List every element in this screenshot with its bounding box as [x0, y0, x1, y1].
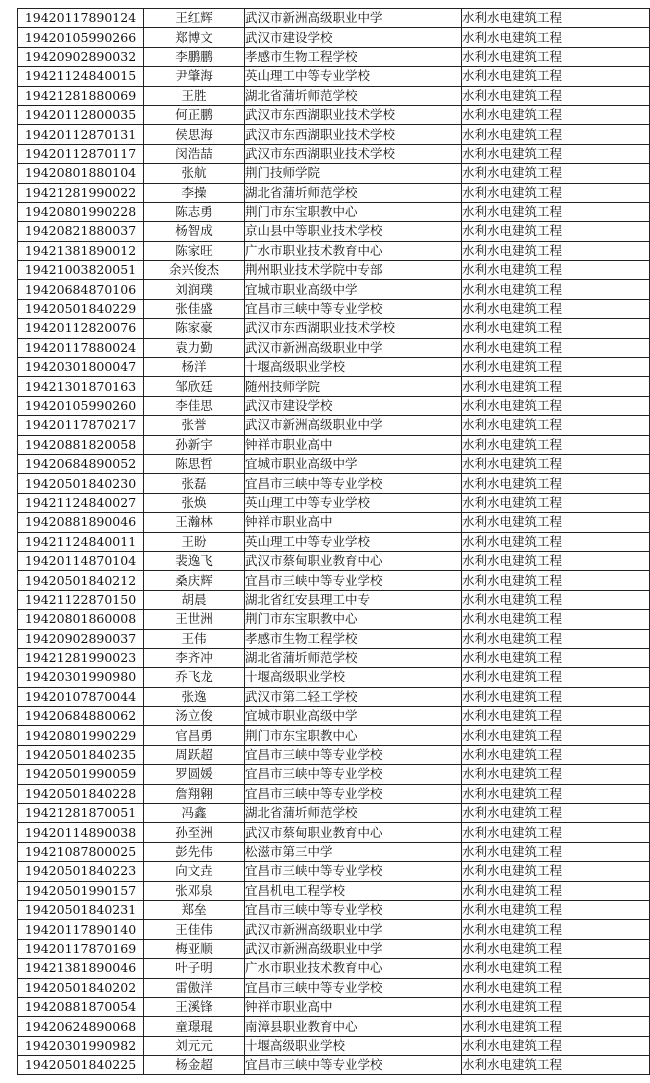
table-row [18, 939, 650, 958]
student-name-cell: 周跃超 [144, 745, 245, 764]
student-name-cell: 陈思哲 [144, 454, 245, 473]
exam-number-cell: 19420624890068 [18, 1017, 144, 1036]
major-cell: 水利水电建筑工程 [462, 1017, 650, 1036]
table-row [18, 648, 650, 667]
school-name-cell: 宜昌市三峡中等专业学校 [245, 978, 462, 997]
student-name-cell: 陈志勇 [144, 202, 245, 221]
table-row [18, 396, 650, 415]
student-name-cell: 张磊 [144, 474, 245, 493]
student-name-cell: 袁力勤 [144, 338, 245, 357]
school-name-cell: 广水市职业技术教育中心 [245, 959, 462, 978]
table-row [18, 474, 650, 493]
student-name-cell: 桑庆辉 [144, 571, 245, 590]
major-cell: 水利水电建筑工程 [462, 726, 650, 745]
major-cell: 水利水电建筑工程 [462, 765, 650, 784]
major-cell: 水利水电建筑工程 [462, 396, 650, 415]
table-row [18, 997, 650, 1016]
table-row [18, 668, 650, 687]
school-name-cell: 荆门市东宝职教中心 [245, 202, 462, 221]
school-name-cell: 武汉市新洲高级职业中学 [245, 9, 462, 28]
exam-number-cell: 19420501840212 [18, 571, 144, 590]
student-name-cell: 李鹏鹏 [144, 47, 245, 66]
student-name-cell: 侯思海 [144, 125, 245, 144]
major-cell: 水利水电建筑工程 [462, 474, 650, 493]
major-cell: 水利水电建筑工程 [462, 881, 650, 900]
table-row [18, 804, 650, 823]
table-row [18, 745, 650, 764]
student-name-cell: 刘润璞 [144, 280, 245, 299]
student-name-cell: 杨金超 [144, 1056, 245, 1075]
student-name-cell: 张誉 [144, 416, 245, 435]
student-name-cell: 汤立俊 [144, 707, 245, 726]
school-name-cell: 英山理工中等专业学校 [245, 493, 462, 512]
school-name-cell: 武汉市建设学校 [245, 396, 462, 415]
student-name-cell: 孙新宇 [144, 435, 245, 454]
exam-number-cell: 19421087800025 [18, 842, 144, 861]
table-row [18, 862, 650, 881]
table-row [18, 959, 650, 978]
student-name-cell: 李操 [144, 183, 245, 202]
student-name-cell: 邹欣廷 [144, 377, 245, 396]
school-name-cell: 武汉市东西湖职业技术学校 [245, 319, 462, 338]
school-name-cell: 宜昌机电工程学校 [245, 881, 462, 900]
scanned-roster-sheet [17, 8, 645, 1075]
school-name-cell: 武汉市建设学校 [245, 28, 462, 47]
table-row [18, 1056, 650, 1075]
major-cell: 水利水电建筑工程 [462, 144, 650, 163]
table-row [18, 67, 650, 86]
student-name-cell: 张佳盛 [144, 299, 245, 318]
table-row [18, 164, 650, 183]
school-name-cell: 武汉市新洲高级职业中学 [245, 416, 462, 435]
table-row [18, 299, 650, 318]
table-row [18, 629, 650, 648]
student-name-cell: 王盼 [144, 532, 245, 551]
table-row [18, 435, 650, 454]
exam-number-cell: 19421281870051 [18, 804, 144, 823]
student-name-cell: 王伟 [144, 629, 245, 648]
student-name-cell: 彭先伟 [144, 842, 245, 861]
student-name-cell: 王佳伟 [144, 920, 245, 939]
exam-number-cell: 19420801990228 [18, 202, 144, 221]
exam-number-cell: 19420881890046 [18, 513, 144, 532]
student-name-cell: 冯鑫 [144, 804, 245, 823]
major-cell: 水利水电建筑工程 [462, 280, 650, 299]
student-name-cell: 余兴俊杰 [144, 261, 245, 280]
exam-number-cell: 19420501840202 [18, 978, 144, 997]
major-cell: 水利水电建筑工程 [462, 939, 650, 958]
exam-number-cell: 19420501990059 [18, 765, 144, 784]
table-row [18, 610, 650, 629]
student-name-cell: 詹翔翱 [144, 784, 245, 803]
major-cell: 水利水电建筑工程 [462, 47, 650, 66]
major-cell: 水利水电建筑工程 [462, 261, 650, 280]
roster-body [18, 9, 650, 1075]
exam-number-cell: 19420501840229 [18, 299, 144, 318]
school-name-cell: 钟祥市职业高中 [245, 435, 462, 454]
exam-number-cell: 19420501840225 [18, 1056, 144, 1075]
exam-number-cell: 19420112870117 [18, 144, 144, 163]
school-name-cell: 武汉市东西湖职业技术学校 [245, 125, 462, 144]
major-cell: 水利水电建筑工程 [462, 629, 650, 648]
exam-number-cell: 19420112820076 [18, 319, 144, 338]
table-row [18, 86, 650, 105]
major-cell: 水利水电建筑工程 [462, 1056, 650, 1075]
major-cell: 水利水电建筑工程 [462, 920, 650, 939]
major-cell: 水利水电建筑工程 [462, 125, 650, 144]
exam-number-cell: 19420801860008 [18, 610, 144, 629]
school-name-cell: 宜城市职业高级中学 [245, 707, 462, 726]
student-name-cell: 梅亚顺 [144, 939, 245, 958]
student-name-cell: 乔飞龙 [144, 668, 245, 687]
school-name-cell: 宜昌市三峡中等专业学校 [245, 862, 462, 881]
student-name-cell: 杨智成 [144, 222, 245, 241]
school-name-cell: 宜昌市三峡中等专业学校 [245, 745, 462, 764]
exam-number-cell: 19421124840011 [18, 532, 144, 551]
exam-number-cell: 19420107870044 [18, 687, 144, 706]
school-name-cell: 荆门市东宝职教中心 [245, 610, 462, 629]
table-row [18, 47, 650, 66]
table-row [18, 765, 650, 784]
exam-number-cell: 19421301870163 [18, 377, 144, 396]
major-cell: 水利水电建筑工程 [462, 707, 650, 726]
major-cell: 水利水电建筑工程 [462, 183, 650, 202]
table-row [18, 726, 650, 745]
exam-number-cell: 19421124840027 [18, 493, 144, 512]
school-name-cell: 宜昌市三峡中等专业学校 [245, 474, 462, 493]
exam-number-cell: 19420112870131 [18, 125, 144, 144]
school-name-cell: 十堰高级职业学校 [245, 358, 462, 377]
student-name-cell: 张逸 [144, 687, 245, 706]
school-name-cell: 钟祥市职业高中 [245, 997, 462, 1016]
school-name-cell: 宜昌市三峡中等专业学校 [245, 765, 462, 784]
major-cell: 水利水电建筑工程 [462, 319, 650, 338]
school-name-cell: 武汉市新洲高级职业中学 [245, 939, 462, 958]
exam-number-cell: 19420902890037 [18, 629, 144, 648]
major-cell: 水利水电建筑工程 [462, 590, 650, 609]
student-name-cell: 闵浩喆 [144, 144, 245, 163]
major-cell: 水利水电建筑工程 [462, 610, 650, 629]
student-roster-table [17, 8, 650, 1075]
major-cell: 水利水电建筑工程 [462, 358, 650, 377]
exam-number-cell: 19420105990266 [18, 28, 144, 47]
major-cell: 水利水电建筑工程 [462, 202, 650, 221]
school-name-cell: 武汉市东西湖职业技术学校 [245, 144, 462, 163]
table-row [18, 1036, 650, 1055]
exam-number-cell: 19420114890038 [18, 823, 144, 842]
school-name-cell: 南漳县职业教育中心 [245, 1017, 462, 1036]
student-name-cell: 张航 [144, 164, 245, 183]
school-name-cell: 宜昌市三峡中等专业学校 [245, 1056, 462, 1075]
major-cell: 水利水电建筑工程 [462, 551, 650, 570]
school-name-cell: 宜昌市三峡中等专业学校 [245, 571, 462, 590]
table-row [18, 571, 650, 590]
exam-number-cell: 19420301990980 [18, 668, 144, 687]
exam-number-cell: 19420501840228 [18, 784, 144, 803]
table-row [18, 261, 650, 280]
school-name-cell: 湖北省蒲圻师范学校 [245, 86, 462, 105]
table-row [18, 707, 650, 726]
student-name-cell: 叶子明 [144, 959, 245, 978]
exam-number-cell: 19420301800047 [18, 358, 144, 377]
exam-number-cell: 19421003820051 [18, 261, 144, 280]
student-name-cell: 尹肇海 [144, 67, 245, 86]
school-name-cell: 宜城市职业高级中学 [245, 454, 462, 473]
exam-number-cell: 19420501840230 [18, 474, 144, 493]
exam-number-cell: 19420117890124 [18, 9, 144, 28]
major-cell: 水利水电建筑工程 [462, 862, 650, 881]
exam-number-cell: 19420501840223 [18, 862, 144, 881]
exam-number-cell: 19421281990023 [18, 648, 144, 667]
major-cell: 水利水电建筑工程 [462, 164, 650, 183]
exam-number-cell: 19421381890012 [18, 241, 144, 260]
major-cell: 水利水电建筑工程 [462, 900, 650, 919]
school-name-cell: 京山县中等职业技术学校 [245, 222, 462, 241]
exam-number-cell: 19420684870106 [18, 280, 144, 299]
table-row [18, 144, 650, 163]
table-row [18, 338, 650, 357]
major-cell: 水利水电建筑工程 [462, 299, 650, 318]
school-name-cell: 松滋市第三中学 [245, 842, 462, 861]
major-cell: 水利水电建筑工程 [462, 532, 650, 551]
school-name-cell: 十堰高级职业学校 [245, 668, 462, 687]
exam-number-cell: 19420112800035 [18, 105, 144, 124]
exam-number-cell: 19420801880104 [18, 164, 144, 183]
student-name-cell: 王溪锋 [144, 997, 245, 1016]
table-row [18, 9, 650, 28]
student-name-cell: 罗圆媛 [144, 765, 245, 784]
table-row [18, 881, 650, 900]
exam-number-cell: 19420114870104 [18, 551, 144, 570]
table-row [18, 416, 650, 435]
table-row [18, 358, 650, 377]
student-name-cell: 杨洋 [144, 358, 245, 377]
student-name-cell: 郑博文 [144, 28, 245, 47]
school-name-cell: 湖北省蒲圻师范学校 [245, 804, 462, 823]
student-name-cell: 胡晨 [144, 590, 245, 609]
table-row [18, 28, 650, 47]
student-name-cell: 王世洲 [144, 610, 245, 629]
table-row [18, 222, 650, 241]
school-name-cell: 湖北省蒲圻师范学校 [245, 648, 462, 667]
major-cell: 水利水电建筑工程 [462, 105, 650, 124]
table-row [18, 842, 650, 861]
exam-number-cell: 19420881870054 [18, 997, 144, 1016]
school-name-cell: 武汉市新洲高级职业中学 [245, 920, 462, 939]
student-name-cell: 郑垒 [144, 900, 245, 919]
major-cell: 水利水电建筑工程 [462, 997, 650, 1016]
major-cell: 水利水电建筑工程 [462, 571, 650, 590]
exam-number-cell: 19420301990982 [18, 1036, 144, 1055]
student-name-cell: 张焕 [144, 493, 245, 512]
student-name-cell: 李佳思 [144, 396, 245, 415]
major-cell: 水利水电建筑工程 [462, 978, 650, 997]
exam-number-cell: 19420684880062 [18, 707, 144, 726]
school-name-cell: 湖北省红安县理工中专 [245, 590, 462, 609]
exam-number-cell: 19420501990157 [18, 881, 144, 900]
major-cell: 水利水电建筑工程 [462, 648, 650, 667]
major-cell: 水利水电建筑工程 [462, 377, 650, 396]
table-row [18, 513, 650, 532]
table-row [18, 920, 650, 939]
major-cell: 水利水电建筑工程 [462, 338, 650, 357]
major-cell: 水利水电建筑工程 [462, 959, 650, 978]
major-cell: 水利水电建筑工程 [462, 86, 650, 105]
exam-number-cell: 19420117880024 [18, 338, 144, 357]
exam-number-cell: 19421124840015 [18, 67, 144, 86]
school-name-cell: 钟祥市职业高中 [245, 513, 462, 532]
major-cell: 水利水电建筑工程 [462, 28, 650, 47]
student-name-cell: 王瀚林 [144, 513, 245, 532]
table-row [18, 823, 650, 842]
table-row [18, 183, 650, 202]
student-name-cell: 刘元元 [144, 1036, 245, 1055]
major-cell: 水利水电建筑工程 [462, 241, 650, 260]
table-row [18, 784, 650, 803]
exam-number-cell: 19420117870217 [18, 416, 144, 435]
school-name-cell: 荆州职业技术学院中专部 [245, 261, 462, 280]
table-row [18, 454, 650, 473]
school-name-cell: 湖北省蒲圻师范学校 [245, 183, 462, 202]
school-name-cell: 荆门技师学院 [245, 164, 462, 183]
major-cell: 水利水电建筑工程 [462, 513, 650, 532]
student-name-cell: 官昌勇 [144, 726, 245, 745]
exam-number-cell: 19421281990022 [18, 183, 144, 202]
major-cell: 水利水电建筑工程 [462, 222, 650, 241]
school-name-cell: 英山理工中等专业学校 [245, 532, 462, 551]
table-row [18, 377, 650, 396]
school-name-cell: 十堰高级职业学校 [245, 1036, 462, 1055]
school-name-cell: 随州技师学院 [245, 377, 462, 396]
major-cell: 水利水电建筑工程 [462, 416, 650, 435]
major-cell: 水利水电建筑工程 [462, 784, 650, 803]
major-cell: 水利水电建筑工程 [462, 823, 650, 842]
exam-number-cell: 19420684890052 [18, 454, 144, 473]
school-name-cell: 宜城市职业高级中学 [245, 280, 462, 299]
table-row [18, 1017, 650, 1036]
table-row [18, 978, 650, 997]
student-name-cell: 张邓泉 [144, 881, 245, 900]
student-name-cell: 裴逸飞 [144, 551, 245, 570]
student-name-cell: 雷傲洋 [144, 978, 245, 997]
student-name-cell: 向文垚 [144, 862, 245, 881]
school-name-cell: 孝感市生物工程学校 [245, 629, 462, 648]
table-row [18, 590, 650, 609]
school-name-cell: 宜昌市三峡中等专业学校 [245, 900, 462, 919]
exam-number-cell: 19420117890140 [18, 920, 144, 939]
major-cell: 水利水电建筑工程 [462, 435, 650, 454]
exam-number-cell: 19420902890032 [18, 47, 144, 66]
table-row [18, 280, 650, 299]
major-cell: 水利水电建筑工程 [462, 454, 650, 473]
table-row [18, 900, 650, 919]
student-name-cell: 李齐冲 [144, 648, 245, 667]
school-name-cell: 宜昌市三峡中等专业学校 [245, 784, 462, 803]
major-cell: 水利水电建筑工程 [462, 9, 650, 28]
table-row [18, 551, 650, 570]
exam-number-cell: 19420501840235 [18, 745, 144, 764]
table-row [18, 532, 650, 551]
school-name-cell: 宜昌市三峡中等专业学校 [245, 299, 462, 318]
school-name-cell: 荆门市东宝职教中心 [245, 726, 462, 745]
major-cell: 水利水电建筑工程 [462, 67, 650, 86]
table-row [18, 105, 650, 124]
school-name-cell: 武汉市蔡甸职业教育中心 [245, 823, 462, 842]
major-cell: 水利水电建筑工程 [462, 1036, 650, 1055]
exam-number-cell: 19421381890046 [18, 959, 144, 978]
exam-number-cell: 19420105990260 [18, 396, 144, 415]
school-name-cell: 广水市职业技术教育中心 [245, 241, 462, 260]
exam-number-cell: 19420117870169 [18, 939, 144, 958]
table-row [18, 319, 650, 338]
school-name-cell: 武汉市蔡甸职业教育中心 [245, 551, 462, 570]
student-name-cell: 孙至洲 [144, 823, 245, 842]
exam-number-cell: 19420881820058 [18, 435, 144, 454]
school-name-cell: 武汉市第二轻工学校 [245, 687, 462, 706]
major-cell: 水利水电建筑工程 [462, 842, 650, 861]
school-name-cell: 英山理工中等专业学校 [245, 67, 462, 86]
table-row [18, 687, 650, 706]
exam-number-cell: 19420801990229 [18, 726, 144, 745]
exam-number-cell: 19421122870150 [18, 590, 144, 609]
major-cell: 水利水电建筑工程 [462, 687, 650, 706]
major-cell: 水利水电建筑工程 [462, 745, 650, 764]
major-cell: 水利水电建筑工程 [462, 493, 650, 512]
student-name-cell: 陈家豪 [144, 319, 245, 338]
school-name-cell: 孝感市生物工程学校 [245, 47, 462, 66]
student-name-cell: 陈家旺 [144, 241, 245, 260]
table-row [18, 202, 650, 221]
student-name-cell: 王红辉 [144, 9, 245, 28]
table-row [18, 125, 650, 144]
major-cell: 水利水电建筑工程 [462, 804, 650, 823]
school-name-cell: 武汉市东西湖职业技术学校 [245, 105, 462, 124]
student-name-cell: 童璟琨 [144, 1017, 245, 1036]
table-row [18, 241, 650, 260]
exam-number-cell: 19420821880037 [18, 222, 144, 241]
exam-number-cell: 19421281880069 [18, 86, 144, 105]
major-cell: 水利水电建筑工程 [462, 668, 650, 687]
student-name-cell: 何正鹏 [144, 105, 245, 124]
school-name-cell: 武汉市新洲高级职业中学 [245, 338, 462, 357]
table-row [18, 493, 650, 512]
student-name-cell: 王胜 [144, 86, 245, 105]
exam-number-cell: 19420501840231 [18, 900, 144, 919]
